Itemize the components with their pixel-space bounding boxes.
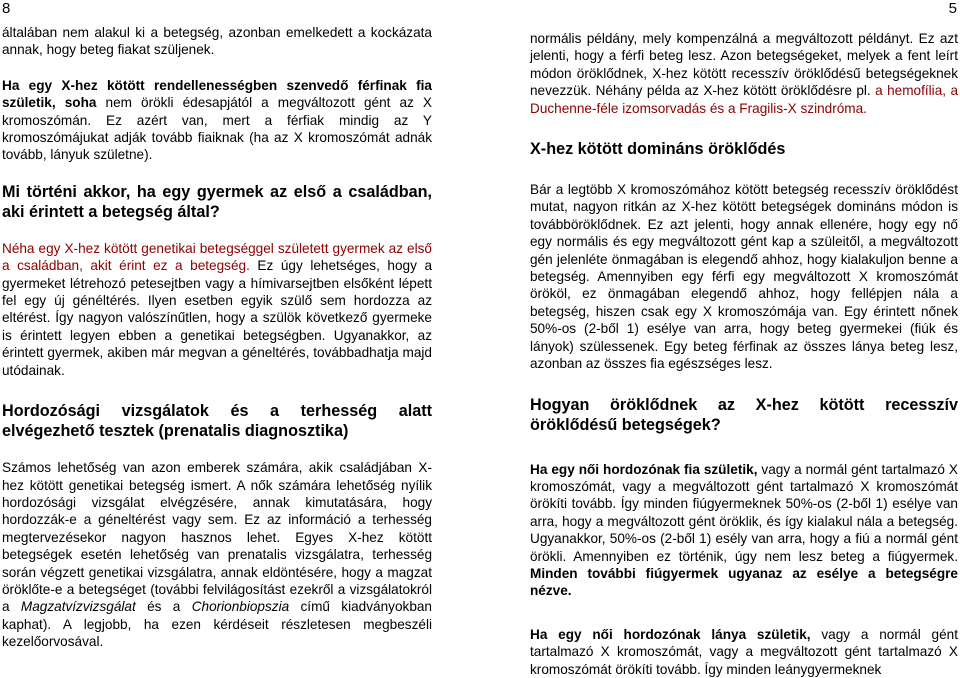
- right-column: [530, 30, 958, 678]
- paragraph-text: Ez úgy lehetséges, hogy a gyermeket létrehozó petesejtben vagy a hímivarsejtben elsőként lépett fel egy új généltérés. Ilyen esetben egyik szülő sem hordozza az eltérést. Így nagyon valószínűtlen, hogy a szülök következő gyermeke is érintett legyen ebben a genetikai betegségben. Ugyanakkor, az érintett gyermek, akiben már megvan a géneltérés, továbbadhatja majd utódainak.: [2, 258, 432, 378]
- paragraph-text: Számos lehetőség van azon emberek számára, akik családjában X-hez kötött genetikai betegség ismert. A nők számára lehetőség nyílik hordozósági vizsgálat elvégzésére, annak kimutatására, hogy hordozzák-e a géneltérést vagy sem. Ez az információ a terhesség megtervezésekor nagyon hasznos lehet. Egyes X-hez kötött betegségek esetén lehetőség van prenatalis vizsgálatra, terhesség során végzett genetikai vizsgálatra, annak eldöntésére, hogy a magzat öröklőte-e a betegséget (további felvilágosítást ezekről a vizsgálatokról a: [2, 460, 432, 615]
- paragraph: általában nem alakul ki a betegség, azonban emelkedett a kockázata annak, hogy beteg fiakat szüljenek.: [2, 25, 432, 58]
- page-number-left: 8: [2, 0, 11, 17]
- paragraph-text: és a: [135, 599, 192, 615]
- section-heading: Hogyan öröklődnek az X-hez kötött recesszív öröklődésű betegségek?: [530, 395, 958, 434]
- section-heading: Mi történi akkor, ha egy gyermek az első a családban, aki érintett a betegség által?: [2, 182, 432, 221]
- paragraph-text: normális példány, mely kompenzálná a megváltozott példányt. Ez azt jelenti, hogy a férfi beteg lesz. Azon betegségeket, melyek a fent leírt módon öröklődnek, X-hez kötött recesszív öröklődésű betegségeknek nevezzük. Néhány példa az X-hez kötött öröklődésre pl.: [530, 31, 958, 99]
- page-number-right: 5: [948, 0, 957, 17]
- section-heading: Hordozósági vizsgálatok és a terhesség alatt elvégezhető tesztek (prenatalis diagnosztika): [2, 402, 432, 441]
- paragraph: [2, 459, 432, 650]
- bold-text: Ha egy női hordozónak lánya születik,: [530, 626, 811, 642]
- paragraph-text: vagy a normál gént tartalmazó X kromoszómát, vagy a megváltozott gént tartalmazó X kromoszómát örökíti tovább. Így minden leánygyermeknek: [530, 626, 959, 677]
- bold-text: Minden további fiúgyermek ugyanaz az esélye a betegségre nézve.: [530, 565, 958, 599]
- left-column: [2, 24, 432, 651]
- paragraph: [2, 77, 432, 164]
- paragraph-text: nem örökli édesapjától a megváltozott gént az X kromoszómán. Ez azért van, mert a férfiak mindig az Y kromoszómájukat adják tovább fiaiknak (ha az X kromoszómát adnák tovább, lányuk születne).: [2, 95, 432, 163]
- section-heading: X-hez kötött domináns öröklődés: [530, 140, 786, 159]
- highlight-text: a hemofília, a Duchenne-féle izomsorvadás és a Fragilis-X szindróma.: [530, 83, 959, 116]
- paragraph: [2, 240, 432, 379]
- bold-text: Ha egy női hordozónak fia születik,: [530, 461, 758, 477]
- paragraph: [530, 30, 958, 117]
- paragraph-text: vagy a normál gént tartalmazó X kromoszómát, vagy a megváltozott gént tartalmazó X kromoszómát örökíti tovább. Így minden fiúgyermeknek 50%-os (2-ből 1) esélye van arra, hogy a megváltozott gént öröklik, és így kialakul nála a betegség. Ugyanakkor, 50%-os (2-ből 1) esély van arra, hogy a fiú a normál gént örökli. Amennyiben ez történik, úgy nem lesz beteg a fiúgyermek.: [530, 461, 958, 564]
- italic-text: Chorionbiopszia: [191, 599, 290, 615]
- bold-text: Ha egy X-hez kötött rendellenességben szenvedő férfinak fia születik, soha: [2, 77, 432, 111]
- paragraph: [530, 461, 958, 600]
- paragraph: [530, 626, 958, 678]
- paragraph-text: című kiadványokban kaphat). A legjobb, ha ezen kérdéseit részletesen megbeszéli kezelőorvosával.: [2, 599, 432, 650]
- italic-text: Magzatvízvizsgálat: [20, 599, 136, 615]
- highlight-text: Néha egy X-hez kötött genetikai betegséggel született gyermek az első a családban, akit érint ez a betegség.: [2, 240, 432, 274]
- paragraph: Bár a legtöbb X kromoszómához kötött betegség recesszív öröklődést mutat, nagyon ritkán az X-hez kötött betegségek domináns módon is továbböröklődnek. Ez azt jelenti, hogy annak ellenére, hogy egy nő egy normális és egy megváltozott gént kap a szüleitől, a megváltozott gén jelenléte önmagában is elegendő ahhoz, hogy kialakuljon benne a betegség. Amennyiben egy férfi egy megváltozott X kromoszómát örököl, ez önmagában elegendő ahhoz, hogy fellépjen nála a betegség, hiszen csak egy X kromoszómája van. Egy érintett nőnek 50%-os (2-ből 1) esélye van arra, hogy beteg gyermekei (fiúk és lányok) szülessenek. Egy beteg férfinak az összes lánya beteg lesz, azonban az összes fia egészséges lesz.: [530, 182, 958, 372]
